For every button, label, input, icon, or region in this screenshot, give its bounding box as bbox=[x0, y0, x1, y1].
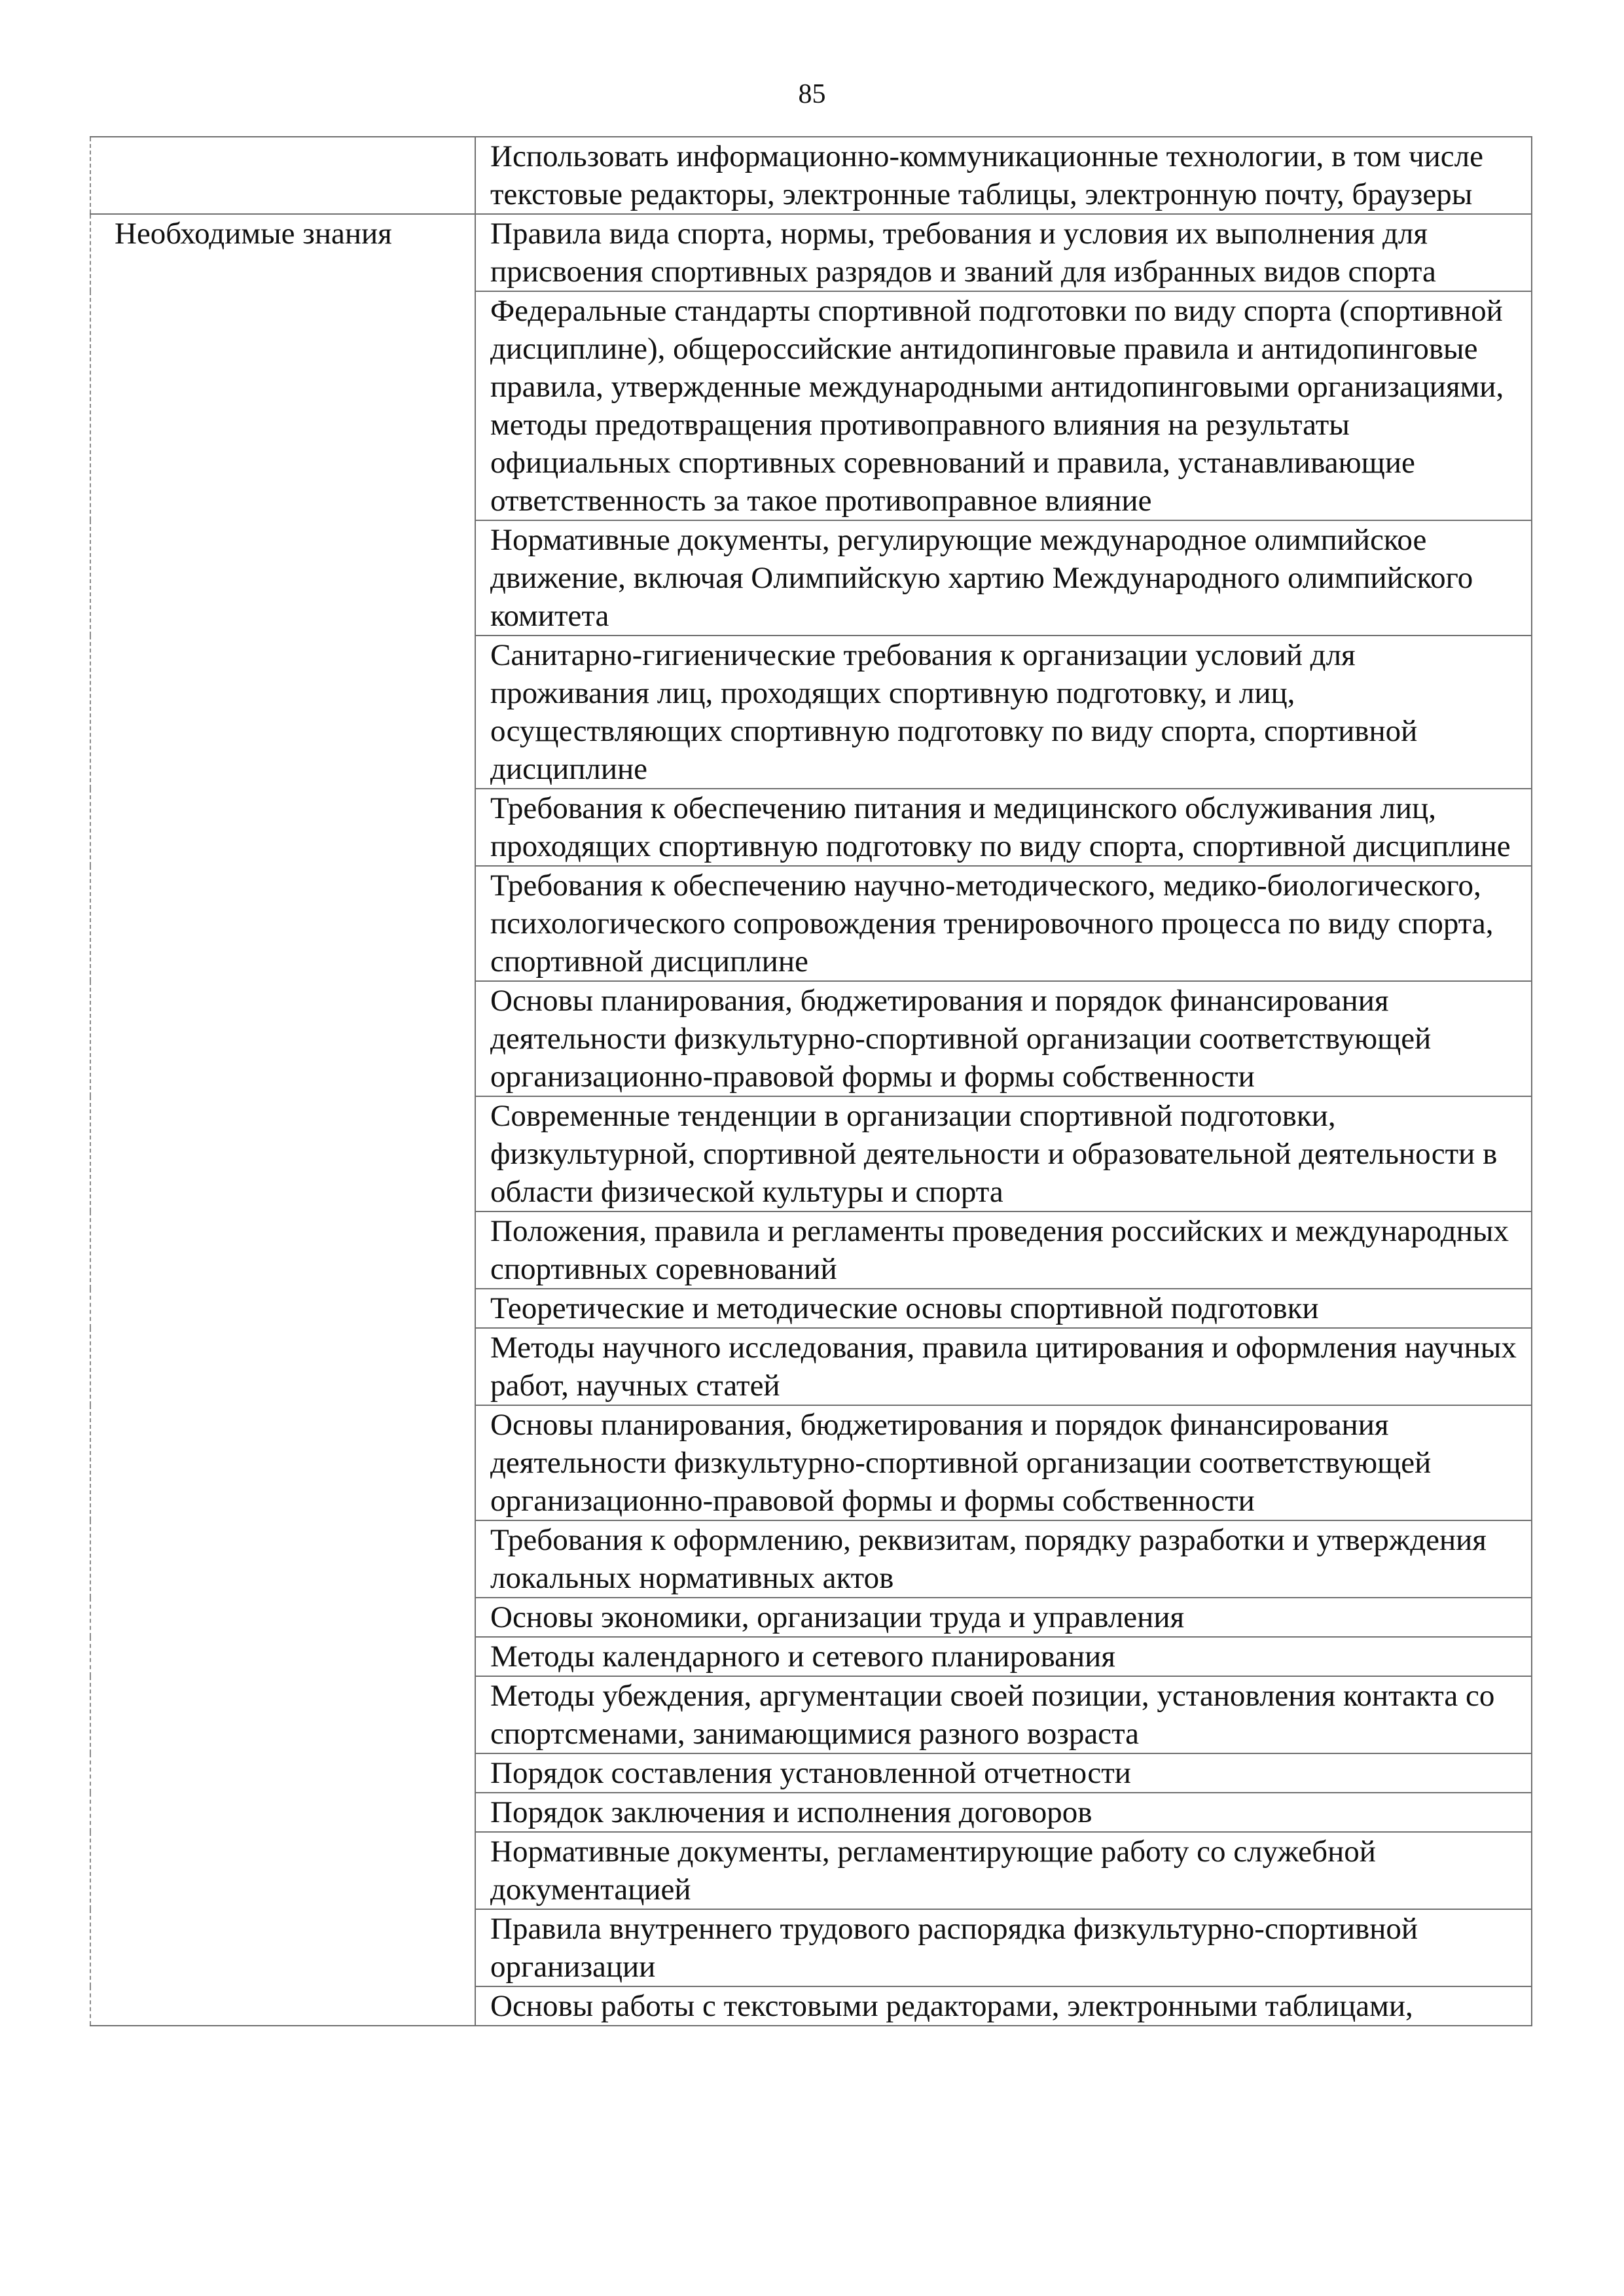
knowledge-item-cell bbox=[475, 1520, 1532, 1598]
table-row bbox=[90, 214, 1532, 291]
knowledge-item-cell bbox=[475, 866, 1532, 981]
knowledge-item-cell bbox=[475, 1405, 1532, 1520]
knowledge-item-cell bbox=[475, 1328, 1532, 1405]
knowledge-item-cell bbox=[475, 1676, 1532, 1753]
knowledge-item: Правила вида спорта, нормы, требования и условия их выполнения для присвоения спортивных разрядов и званий для избранных видов спорта bbox=[490, 217, 1436, 289]
knowledge-item: Нормативные документы, регламентирующие работу со служебной документацией bbox=[490, 1835, 1376, 1907]
knowledge-item-cell bbox=[475, 1909, 1532, 1986]
knowledge-item-cell bbox=[475, 1793, 1532, 1832]
knowledge-item: Порядок заключения и исполнения договоров bbox=[490, 1795, 1092, 1829]
knowledge-item-cell bbox=[475, 636, 1532, 789]
knowledge-item-cell bbox=[475, 981, 1532, 1096]
knowledge-item-cell bbox=[475, 789, 1532, 866]
knowledge-item: Федеральные стандарты спортивной подготовки по виду спорта (спортивной дисциплине), общероссийские антидопинговые правила и антидопинговые правила, утвержденные международными антидопинговыми организациями, методы предотвращения противоправного влияния на результаты официальных спортивных соревнований и правила, устанавливающие ответственность за такое противоправное влияние bbox=[490, 294, 1504, 518]
knowledge-item: Основы планирования, бюджетирования и порядок финансирования деятельности физкультурно-спортивной организации соответствующей организационно-правовой формы и формы собственности bbox=[490, 984, 1432, 1094]
knowledge-item-cell bbox=[475, 1598, 1532, 1637]
knowledge-item: Порядок составления установленной отчетности bbox=[490, 1756, 1131, 1790]
knowledge-item-cell bbox=[475, 1832, 1532, 1909]
knowledge-item: Современные тенденции в организации спортивной подготовки, физкультурной, спортивной деятельности и образовательной деятельности в области физической культуры и спорта bbox=[490, 1099, 1498, 1209]
section-label-cell bbox=[90, 214, 475, 2026]
row-label-cell bbox=[90, 137, 475, 214]
knowledge-item-cell bbox=[475, 1096, 1532, 1211]
table-row bbox=[90, 137, 1532, 214]
row-text: Использовать информационно-коммуникационные технологии, в том числе текстовые редакторы, электронные таблицы, электронную почту, браузеры bbox=[490, 139, 1483, 211]
knowledge-item: Санитарно-гигиенические требования к организации условий для проживания лиц, проходящих спортивную подготовку, и лиц, осуществляющих спортивную подготовку по виду спорта, спортивной дисциплине bbox=[490, 638, 1418, 786]
knowledge-item-cell bbox=[475, 291, 1532, 520]
section-label: Необходимые знания bbox=[115, 217, 392, 251]
knowledge-item: Правила внутреннего трудового распорядка физкультурно-спортивной организации bbox=[490, 1912, 1418, 1984]
knowledge-item: Методы календарного и сетевого планирования bbox=[490, 1640, 1115, 1674]
knowledge-item: Теоретические и методические основы спортивной подготовки bbox=[490, 1291, 1319, 1325]
knowledge-item: Основы планирования, бюджетирования и порядок финансирования деятельности физкультурно-спортивной организации соответствующей организационно-правовой формы и формы собственности bbox=[490, 1408, 1432, 1518]
knowledge-item-cell bbox=[475, 520, 1532, 636]
knowledge-item: Основы работы с текстовыми редакторами, электронными таблицами, bbox=[490, 1989, 1413, 2023]
knowledge-item-cell bbox=[475, 1289, 1532, 1328]
knowledge-table bbox=[90, 136, 1532, 2026]
knowledge-item: Методы научного исследования, правила цитирования и оформления научных работ, научных статей bbox=[490, 1331, 1517, 1403]
knowledge-item-cell bbox=[475, 1211, 1532, 1289]
knowledge-item: Положения, правила и регламенты проведения российских и международных спортивных соревнований bbox=[490, 1214, 1509, 1286]
knowledge-item: Основы экономики, организации труда и управления bbox=[490, 1600, 1185, 1634]
knowledge-item: Требования к оформлению, реквизитам, порядку разработки и утверждения локальных нормативных актов bbox=[490, 1523, 1487, 1595]
knowledge-item: Требования к обеспечению питания и медицинского обслуживания лиц, проходящих спортивную подготовку по виду спорта, спортивной дисциплине bbox=[490, 791, 1511, 863]
knowledge-item: Нормативные документы, регулирующие международное олимпийское движение, включая Олимпийскую хартию Международного олимпийского комитета bbox=[490, 523, 1473, 633]
page-number: 85 bbox=[798, 79, 826, 109]
knowledge-item: Требования к обеспечению научно-методического, медико-биологического, психологического сопровождения тренировочного процесса по виду спорта, спортивной дисциплине bbox=[490, 869, 1494, 978]
knowledge-item-cell bbox=[475, 1753, 1532, 1793]
knowledge-item-cell bbox=[475, 1637, 1532, 1676]
knowledge-item-cell bbox=[475, 1986, 1532, 2026]
knowledge-item: Методы убеждения, аргументации своей позиции, установления контакта со спортсменами, занимающимися разного возраста bbox=[490, 1679, 1495, 1751]
row-text-cell bbox=[475, 137, 1532, 214]
table-body bbox=[90, 137, 1532, 2026]
knowledge-item-cell bbox=[475, 214, 1532, 291]
